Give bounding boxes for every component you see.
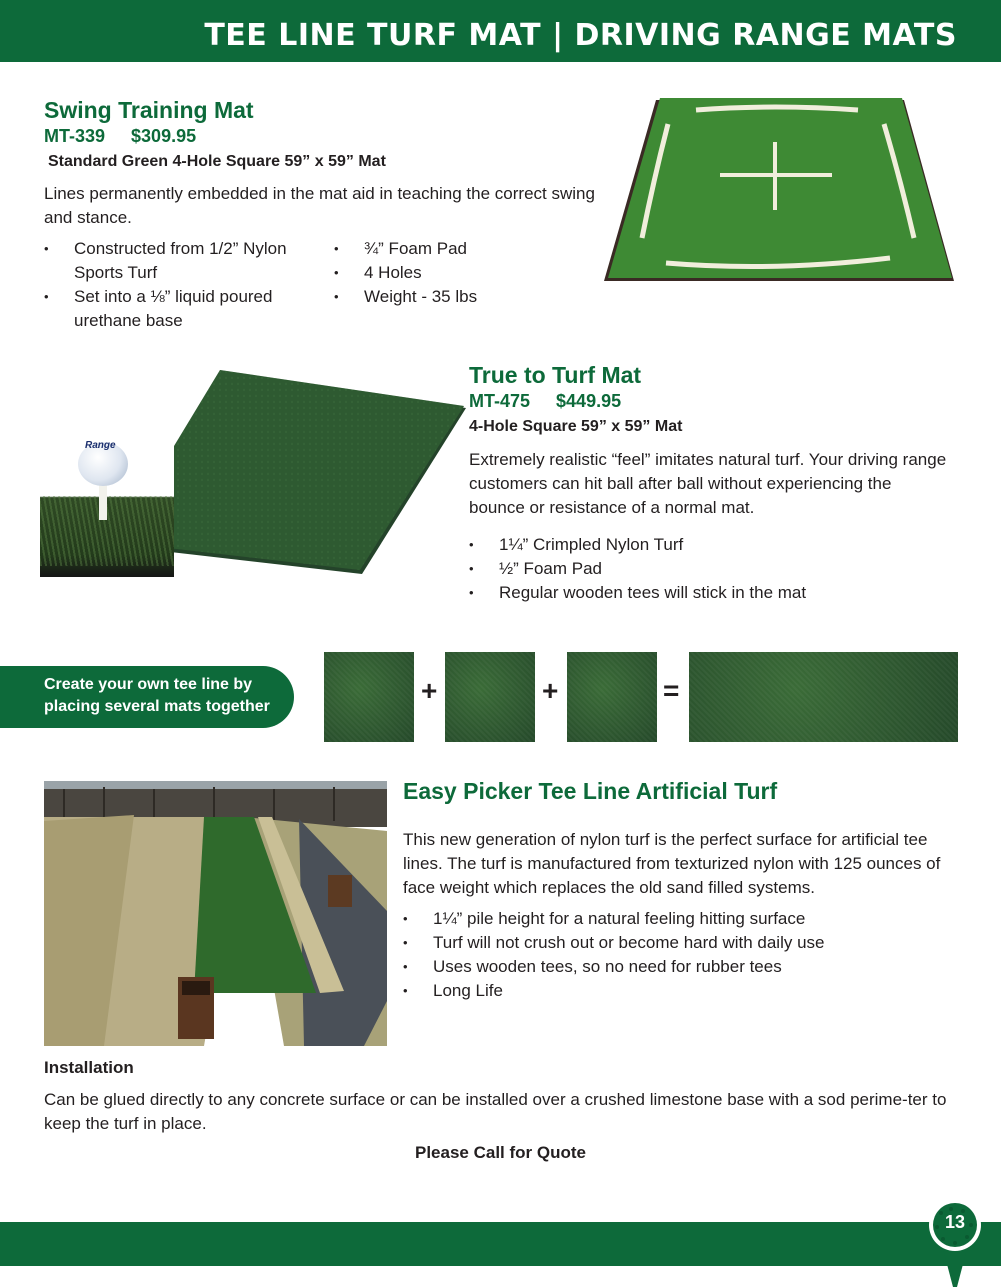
true-turf-description: Extremely realistic “feel” imitates natural turf. Your driving range customers can hit ball after ball without experiencing the bounce or resistance of a normal mat.	[469, 450, 947, 517]
true-turf-features	[469, 533, 949, 605]
list-item: • ¾” Foam Pad	[334, 237, 574, 261]
easy-picker-features	[403, 907, 953, 1003]
list-item: • Set into a ⅛” liquid poured urethane base	[44, 285, 329, 333]
mat-square-3	[567, 652, 657, 742]
list-item: • Regular wooden tees will stick in the mat	[469, 581, 949, 605]
easy-picker-description: This new generation of nylon turf is the perfect surface for artificial tee lines. The turf is manufactured from texturized nylon with 125 ounces of face weight which replaces the old sand filled systems.	[403, 830, 941, 897]
page-title: TEE LINE TURF MAT | DRIVING RANGE MATS	[204, 18, 957, 53]
swing-mat-code-price	[44, 126, 196, 147]
true-turf-title: True to Turf Mat	[469, 362, 642, 388]
list-item: • Turf will not crush out or become hard with daily use	[403, 931, 953, 955]
swing-mat-title: Swing Training Mat	[44, 97, 254, 123]
swing-mat-image	[604, 98, 956, 288]
plus-sign-2: +	[542, 675, 559, 706]
golf-ball-inset-image	[40, 430, 174, 577]
list-item: • Long Life	[403, 979, 953, 1003]
ball-logo-text: Range	[85, 440, 116, 451]
grass-texture	[40, 496, 174, 566]
list-item: • 1¼” Crimpled Nylon Turf	[469, 533, 949, 557]
list-item: • 1¼” pile height for a natural feeling hitting surface	[403, 907, 953, 931]
callout-line-2: placing several mats together	[44, 698, 270, 715]
tee-line-callout	[0, 666, 294, 728]
true-turf-code: MT-475	[469, 391, 531, 411]
list-item: • Uses wooden tees, so no need for rubber tees	[403, 955, 953, 979]
swing-mat-features-left	[44, 237, 329, 333]
footer-bar	[0, 1222, 1001, 1266]
swing-mat-code: MT-339	[44, 126, 106, 146]
equals-sign: =	[663, 675, 680, 706]
mat-square-2	[445, 652, 535, 742]
swing-mat-features-right	[334, 237, 574, 309]
installation-heading: Installation	[44, 1058, 134, 1077]
swing-mat-subtitle: Standard Green 4-Hole Square 59” x 59” Mat	[48, 153, 386, 170]
tee-icon	[99, 484, 107, 520]
true-turf-price: $449.95	[556, 391, 622, 411]
installation-text: Can be glued directly to any concrete surface or can be installed over a crushed limestone base with a sod perime-ter to keep the turf in place.	[44, 1090, 947, 1133]
easy-picker-title: Easy Picker Tee Line Artificial Turf	[403, 778, 778, 804]
list-item: • Constructed from 1/2” Nylon Sports Turf	[44, 237, 329, 285]
list-item: • 4 Holes	[334, 261, 574, 285]
callout-line-1: Create your own tee line by	[44, 676, 253, 693]
true-turf-code-price	[469, 391, 621, 412]
tee-line-photo	[44, 781, 387, 1046]
true-turf-subtitle: 4-Hole Square 59” x 59” Mat	[469, 418, 683, 435]
plus-sign-1: +	[421, 675, 438, 706]
callout-text	[44, 674, 270, 718]
swing-mat-description: Lines permanently embedded in the mat aid in teaching the correct swing and stance.	[44, 184, 595, 227]
swing-mat-price: $309.95	[131, 126, 197, 146]
mat-square-1	[324, 652, 414, 742]
mat-tee-line-combined	[689, 652, 958, 742]
list-item: • ½” Foam Pad	[469, 557, 949, 581]
page-number: 13	[944, 1212, 966, 1232]
call-for-quote: Please Call for Quote	[415, 1143, 586, 1162]
list-item: • Weight - 35 lbs	[334, 285, 574, 309]
